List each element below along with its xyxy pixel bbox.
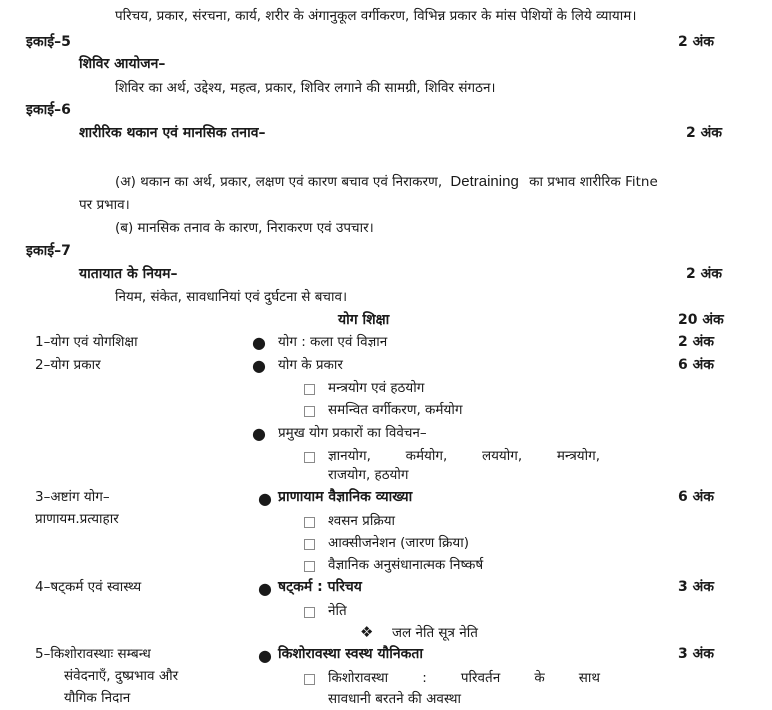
unit-6-para-a-line1 [115, 173, 658, 191]
bullet-icon: ● [258, 646, 272, 665]
word: कर्मयोग, [405, 448, 448, 464]
word: के [534, 670, 545, 686]
unit-5-content: शिविर का अर्थ, उद्देश्य, महत्व, प्रकार, शिविर लगाने की सामग्री, शिविर संगठन। [115, 80, 496, 96]
word: : [422, 670, 427, 686]
yoga-row-2-item2-line2: राजयोग, हठयोग [328, 467, 409, 483]
unit-6-marks: 2 अंक [686, 125, 723, 141]
unit-6-para-b: (ब) मानसिक तनाव के कारण, निराकरण एवं उपचार। [115, 220, 374, 236]
word: परिवर्तन [460, 670, 501, 686]
word: लययोग, [481, 448, 523, 464]
yoga-row-5-item-line1 [328, 669, 600, 687]
unit-7-title: यातायात के नियम– [79, 266, 178, 282]
bullet-icon: ● [258, 489, 272, 508]
yoga-row-5-left-line2: संवेदनाएँ, दुष्प्रभाव और [64, 668, 179, 684]
checkbox-icon [304, 561, 315, 572]
word: किशोरावस्था [328, 670, 389, 686]
yoga-row-2-item-2: समन्वित वर्गीकरण, कर्मयोग [328, 402, 463, 418]
yoga-row-3-left-line2: प्राणायम.प्रत्याहार [35, 511, 119, 527]
bullet-icon: ● [252, 356, 266, 375]
word: मन्त्रयोग, [556, 448, 600, 464]
yoga-row-2-left: 2–योग प्रकार [35, 357, 101, 373]
yoga-row-2-marks: 6 अंक [678, 357, 715, 373]
checkbox-icon [304, 674, 315, 685]
word: ज्ञानयोग, [328, 448, 371, 464]
unit-7-marks: 2 अंक [686, 266, 723, 282]
yoga-row-5-topic: किशोरावस्था स्वस्थ यौनिकता [278, 646, 423, 662]
unit-7-heading: इकाई–7 [26, 243, 71, 259]
yoga-row-1-topic: योग : कला एवं विज्ञान [278, 334, 388, 350]
yoga-heading: योग शिक्षा [338, 312, 390, 328]
yoga-row-3-topic: प्राणायाम वैज्ञानिक व्याख्या [278, 489, 413, 505]
yoga-row-3-marks: 6 अंक [678, 489, 715, 505]
yoga-row-2-item-1: मन्त्रयोग एवं हठयोग [328, 380, 425, 396]
unit-6-heading: इकाई–6 [26, 102, 71, 118]
yoga-row-4-sub-item: जल नेति सूत्र नेति [392, 625, 478, 641]
yoga-total-marks: 20 अंक [678, 312, 724, 328]
checkbox-icon [304, 384, 315, 395]
unit-6-para-a-end: का प्रभाव शारीरिक Fitne [529, 174, 658, 190]
unit-5-marks: 2 अंक [678, 34, 715, 50]
yoga-row-1-marks: 2 अंक [678, 334, 715, 350]
bullet-icon: ● [258, 579, 272, 598]
yoga-row-5-marks: 3 अंक [678, 646, 715, 662]
yoga-row-5-left-line3: यौगिक निदान [64, 690, 131, 706]
checkbox-icon [304, 607, 315, 618]
yoga-row-4-item-1: नेति [328, 603, 347, 619]
unit-6-title: शारीरिक थकान एवं मानसिक तनाव– [79, 125, 266, 141]
yoga-row-2-topic-2: प्रमुख योग प्रकारों का विवेचन– [278, 425, 427, 441]
yoga-row-5-item-line2: सावधानी बरतने की अवस्था [328, 691, 461, 707]
unit-7-content: नियम, संकेत, सावधानियां एवं दुर्घटना से बचाव। [115, 289, 348, 305]
checkbox-icon [304, 452, 315, 463]
yoga-row-2-topic: योग के प्रकार [278, 357, 343, 373]
yoga-row-1-left: 1–योग एवं योगशिक्षा [35, 334, 138, 350]
unit-5-title: शिविर आयोजन– [79, 56, 166, 72]
bullet-icon: ● [252, 333, 266, 352]
checkbox-icon [304, 517, 315, 528]
unit-5-heading: इकाई–5 [26, 34, 71, 50]
unit-6-para-a-english: Detraining [450, 173, 519, 190]
unit-6-para-a-line2: पर प्रभाव। [79, 197, 130, 213]
intro-line: परिचय, प्रकार, संरचना, कार्य, शरीर के अंगानुकूल वर्गीकरण, विभिन्न प्रकार के मांस पेशियों के लिये व्यायाम। [115, 8, 637, 24]
yoga-row-4-topic: षट्कर्म : परिचय [278, 579, 362, 595]
word: साथ [578, 670, 600, 686]
yoga-row-3-left-line1: 3–अष्टांग योग– [35, 489, 110, 505]
bullet-icon: ● [252, 424, 266, 443]
yoga-row-3-item-3: वैज्ञानिक अनुसंधानात्मक निष्कर्ष [328, 557, 484, 573]
yoga-row-3-item-2: आक्सीजनेशन (जारण क्रिया) [328, 535, 469, 551]
yoga-row-5-left-line1: 5–किशोरावस्थाः सम्बन्ध [35, 646, 151, 662]
yoga-row-4-marks: 3 अंक [678, 579, 715, 595]
yoga-row-3-item-1: श्वसन प्रक्रिया [328, 513, 396, 529]
yoga-row-2-item2-line1 [328, 447, 600, 465]
yoga-row-4-left: 4–षट्कर्म एवं स्वास्थ्य [35, 579, 142, 595]
checkbox-icon [304, 539, 315, 550]
checkbox-icon [304, 406, 315, 417]
diamond-bullet-icon: ❖ [360, 623, 374, 641]
unit-6-para-a-text: (अ) थकान का अर्थ, प्रकार, लक्षण एवं कारण बचाव एवं निराकरण, [115, 174, 443, 190]
